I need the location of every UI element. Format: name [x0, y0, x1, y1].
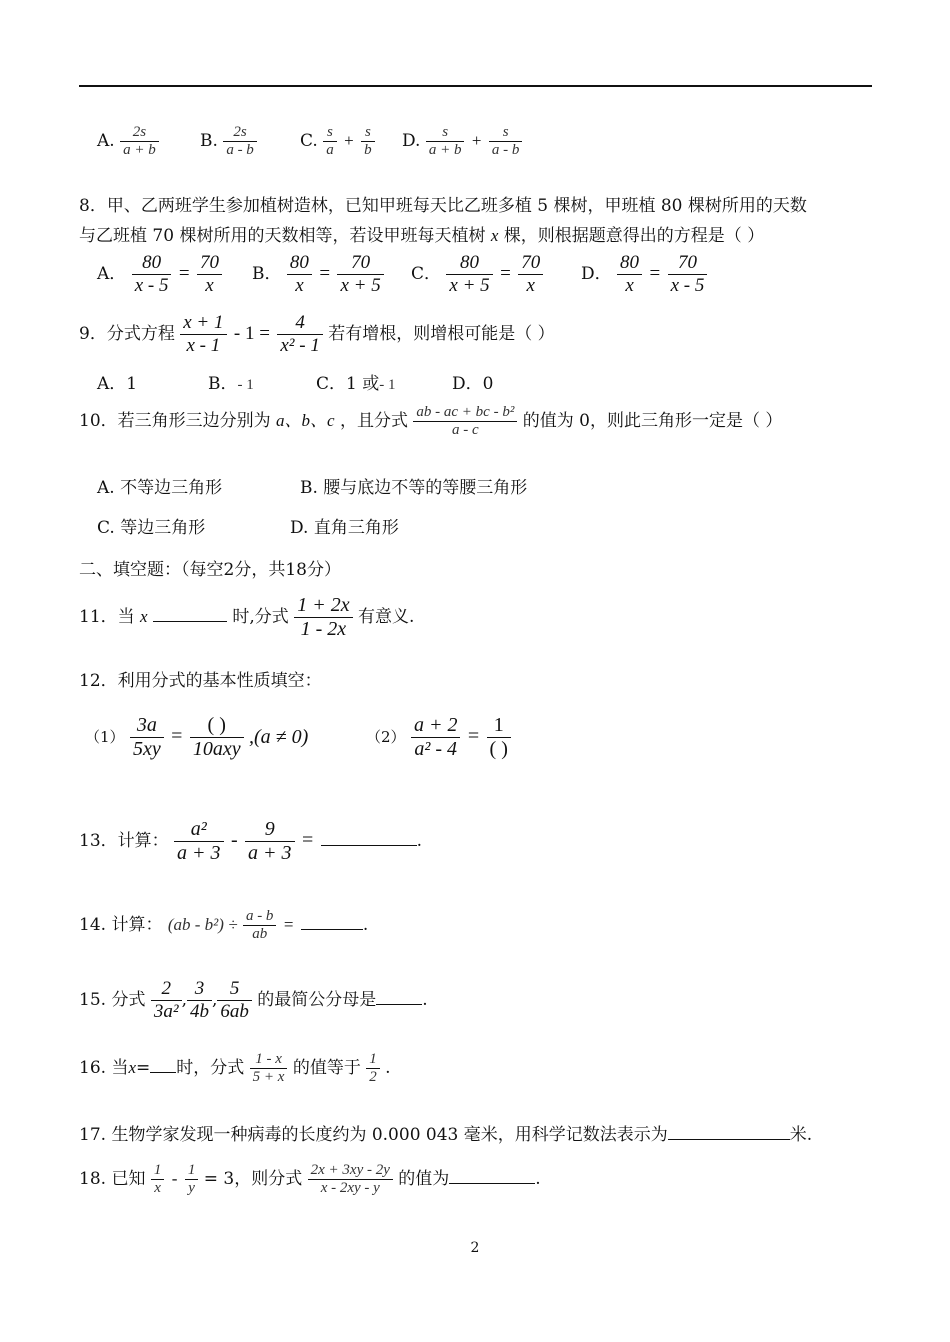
q15-text: 的最简公分母是 — [257, 990, 377, 1010]
section-heading: 二、填空题：（每空2分，共18分） — [79, 560, 341, 580]
fraction — [287, 252, 312, 297]
q10-option-b: B. 腰与底边不等的等腰三角形 — [300, 478, 528, 498]
option-label: C． — [411, 264, 442, 284]
q10-option-c: C. 等边三角形 — [97, 518, 206, 538]
q15-text: . — [422, 990, 428, 1010]
denominator: a + b — [426, 141, 465, 159]
equals-sign: = — [649, 263, 661, 284]
equals-sign: = — [319, 263, 331, 284]
numerator: a² — [190, 818, 207, 840]
denominator: x - 5 — [668, 274, 708, 297]
plus-sign: + — [344, 131, 354, 150]
option-label: B． — [208, 374, 238, 394]
q8-option-a — [97, 252, 222, 297]
numerator: 1 — [369, 1051, 377, 1067]
fraction — [446, 252, 492, 297]
numerator: 80 — [620, 252, 640, 273]
fraction — [217, 978, 252, 1023]
numerator: a + 2 — [413, 714, 458, 736]
equals-sign: = — [283, 915, 294, 934]
fraction — [180, 312, 226, 357]
q16-text: . — [385, 1058, 391, 1078]
numerator: 3a — [136, 714, 157, 736]
header-rule — [79, 85, 872, 87]
q9-line — [79, 312, 555, 357]
denominator: x — [518, 274, 543, 297]
variable-x: x — [128, 1058, 136, 1077]
fraction — [151, 1162, 165, 1197]
fraction — [366, 1051, 380, 1086]
denominator: a — [323, 141, 337, 159]
numerator: 80 — [289, 252, 309, 273]
q10-option-a: A. 不等边三角形 — [97, 478, 223, 498]
numerator: 70 — [677, 252, 697, 273]
page-number: 2 — [470, 1240, 480, 1256]
q16-text: 时，分式 — [176, 1058, 245, 1078]
q7-option-d — [402, 124, 522, 159]
q16-text: 的值等于 — [292, 1058, 361, 1078]
fraction — [426, 124, 465, 159]
q8-option-c — [411, 252, 543, 297]
q7-option-c — [300, 124, 375, 159]
denominator: x — [287, 274, 312, 297]
fraction — [489, 124, 523, 159]
denominator: 2 — [366, 1068, 380, 1086]
numerator: 2s — [233, 124, 247, 140]
numerator: 4 — [295, 312, 305, 333]
q11-line — [79, 594, 414, 641]
numerator: 2s — [132, 124, 147, 140]
q18-text: . — [535, 1169, 541, 1189]
denominator: a - b — [489, 141, 523, 159]
q12-title: 12．利用分式的基本性质填空： — [79, 671, 322, 691]
option-label: A. — [97, 131, 115, 151]
fraction — [197, 252, 222, 297]
fraction — [518, 252, 543, 297]
q9-option-c — [316, 369, 395, 394]
denominator: 5 + x — [250, 1068, 288, 1086]
denominator: x — [617, 274, 642, 297]
fraction — [132, 252, 172, 297]
q11-text: 11．当 — [79, 607, 135, 627]
option-label: C. — [300, 131, 318, 151]
denominator-blank[interactable]: ( ) — [487, 737, 511, 761]
fraction — [185, 1162, 199, 1197]
q8-option-b — [252, 252, 384, 297]
q9-option-b — [208, 369, 254, 394]
denominator: a - c — [413, 421, 517, 439]
denominator: y — [185, 1179, 199, 1197]
fraction — [130, 714, 164, 761]
fraction — [245, 818, 295, 865]
q9-option-a: A．1 — [97, 374, 138, 394]
fraction — [243, 908, 277, 943]
denominator: x — [151, 1179, 165, 1197]
q8-text: 与乙班植 70 棵树所用的天数相等，若设甲班每天植树 — [79, 226, 486, 246]
equals-sign: = — [136, 1058, 151, 1078]
equals-sign: = — [178, 263, 190, 284]
answer-blank[interactable] — [321, 828, 417, 846]
fraction — [223, 124, 257, 159]
numerator: 1 - x — [255, 1051, 282, 1067]
fraction — [187, 978, 212, 1023]
option-value: - 1 — [379, 377, 396, 393]
q14-text: . — [362, 915, 369, 935]
denominator: a² - 4 — [411, 737, 461, 761]
q10-option-d: D. 直角三角形 — [290, 518, 399, 538]
q9-text: 若有增根，则增根可能是（ ） — [328, 324, 555, 344]
denominator: a + 3 — [245, 841, 295, 865]
denominator: 5xy — [130, 737, 164, 761]
q13-text: 13．计算： — [79, 831, 169, 851]
numerator: x + 1 — [183, 312, 224, 333]
fraction — [337, 252, 383, 297]
operator: - 1 = — [233, 323, 270, 344]
variable-x: x — [490, 226, 499, 245]
fraction — [413, 404, 517, 439]
fraction — [361, 124, 375, 159]
q16-text: 16. 当 — [79, 1058, 129, 1078]
numerator: a - b — [245, 908, 274, 924]
q8-text: 棵，则根据题意得出的方程是（ ） — [503, 226, 765, 246]
numerator: 80 — [460, 252, 480, 273]
q10-text: 10．若三角形三边分别为 — [79, 411, 271, 431]
equals-sign: = — [171, 725, 183, 747]
answer-blank[interactable] — [668, 1122, 790, 1140]
fraction — [411, 714, 461, 761]
numerator: s — [364, 124, 371, 140]
equals-sign: = — [301, 829, 314, 851]
q10-line — [79, 404, 782, 439]
fraction — [277, 312, 322, 357]
variables: a、b、c — [276, 411, 335, 430]
denominator: x - 5 — [132, 274, 172, 297]
numerator: 1 + 2x — [297, 594, 350, 616]
denominator: 10axy — [190, 737, 244, 761]
denominator: a + 3 — [174, 841, 224, 865]
q14-text: 14. 计算： — [79, 915, 163, 935]
numerator: 2x + 3xy - 2y — [310, 1162, 390, 1178]
q15-line — [79, 978, 428, 1023]
fraction — [323, 124, 337, 159]
fraction — [250, 1051, 288, 1086]
numerator: 3 — [194, 978, 205, 999]
numerator: 70 — [351, 252, 371, 273]
numerator: 2 — [161, 978, 171, 999]
comma: , — [211, 990, 218, 1010]
denominator: a - b — [223, 141, 257, 159]
denominator: b — [361, 141, 375, 159]
fraction — [617, 252, 642, 297]
q17-line — [79, 1120, 812, 1145]
denominator: 1 - 2x — [294, 617, 352, 641]
part-label: （2） — [366, 728, 406, 746]
condition: ,(a ≠ 0) — [248, 726, 309, 748]
answer-blank[interactable] — [301, 912, 363, 930]
numerator: 80 — [142, 252, 162, 273]
comma: , — [181, 990, 187, 1010]
q13-text: . — [416, 831, 423, 851]
denominator: a + b — [120, 141, 159, 159]
q9-option-d: D．0 — [452, 374, 494, 394]
denominator: x - 2xy - y — [308, 1179, 393, 1197]
option-label: D. — [402, 131, 421, 151]
fraction — [190, 714, 244, 761]
numerator: 9 — [264, 818, 275, 840]
fraction — [174, 818, 224, 865]
part-label: （1） — [85, 728, 125, 746]
numerator: s — [327, 124, 333, 140]
minus-sign: - — [230, 829, 238, 851]
q17-text: 17. 生物学家发现一种病毒的长度约为 0.000 043 毫米，用科学记数法表示为 — [79, 1125, 668, 1145]
fraction — [668, 252, 708, 297]
q10-text: ，且分式 — [340, 411, 408, 431]
q18-text: 的值为 — [398, 1169, 450, 1189]
option-label: C．1 或 — [316, 374, 380, 394]
option-label: A． — [97, 264, 127, 284]
q16-line — [79, 1051, 391, 1086]
equals-sign: = — [500, 263, 511, 284]
q14-line — [79, 908, 368, 943]
q11-text: 时,分式 — [232, 607, 289, 627]
option-label: B． — [252, 264, 282, 284]
q15-text: 15. 分式 — [79, 990, 146, 1010]
numerator: s — [442, 124, 449, 140]
q18-text: 18. 已知 — [79, 1169, 146, 1189]
answer-blank[interactable] — [449, 1166, 535, 1184]
q11-text: 有意义. — [358, 607, 415, 627]
numerator: s — [502, 124, 509, 140]
expression: (ab - b²) ÷ — [167, 915, 238, 934]
answer-blank[interactable] — [153, 604, 227, 622]
denominator: x - 1 — [180, 334, 226, 357]
denominator: 4b — [187, 1000, 212, 1023]
q18-text: = 3，则分式 — [203, 1169, 303, 1189]
q9-text: 9．分式方程 — [79, 324, 175, 344]
q10-text: 的值为 0，则此三角形一定是（ ） — [522, 411, 783, 431]
denominator: ab — [243, 925, 277, 943]
fraction — [487, 714, 511, 761]
answer-blank[interactable] — [150, 1055, 176, 1073]
option-label: B. — [200, 131, 218, 151]
numerator-blank[interactable]: ( ) — [207, 714, 226, 736]
q8-line2 — [79, 221, 764, 246]
denominator: x — [197, 274, 222, 297]
numerator: 70 — [521, 252, 541, 273]
fraction — [120, 124, 159, 159]
minus-sign: - — [171, 1169, 178, 1188]
q8-line1: 8．甲、乙两班学生参加植树造林，已知甲班每天比乙班多植 5 棵树，甲班植 80 棵树所用的天数 — [79, 196, 807, 216]
denominator: 6ab — [217, 1000, 252, 1023]
q8-option-d — [581, 252, 707, 297]
option-value: - 1 — [237, 377, 254, 393]
q7-option-a — [97, 124, 159, 159]
numerator: 1 — [493, 714, 504, 736]
q7-option-b — [200, 124, 257, 159]
q17-text: 米. — [789, 1125, 813, 1145]
fraction — [308, 1162, 393, 1197]
q13-line — [79, 818, 422, 865]
variable-x: x — [140, 607, 148, 626]
q12-part2 — [366, 714, 511, 761]
denominator: x² - 1 — [277, 334, 322, 357]
numerator: 1 — [187, 1162, 196, 1178]
plus-sign: + — [471, 131, 482, 150]
numerator: 70 — [199, 252, 219, 273]
denominator: x + 5 — [337, 274, 383, 297]
denominator: x + 5 — [446, 274, 492, 297]
q12-part1 — [85, 714, 308, 761]
numerator: 1 — [153, 1162, 162, 1178]
answer-blank[interactable] — [376, 987, 422, 1005]
fraction — [294, 594, 352, 641]
denominator: 3a² — [151, 1000, 182, 1023]
fraction — [151, 978, 182, 1023]
numerator: 5 — [229, 978, 240, 999]
option-label: D． — [581, 264, 612, 284]
numerator: ab - ac + bc - b² — [416, 404, 515, 420]
q18-line — [79, 1162, 541, 1197]
equals-sign: = — [467, 725, 480, 747]
